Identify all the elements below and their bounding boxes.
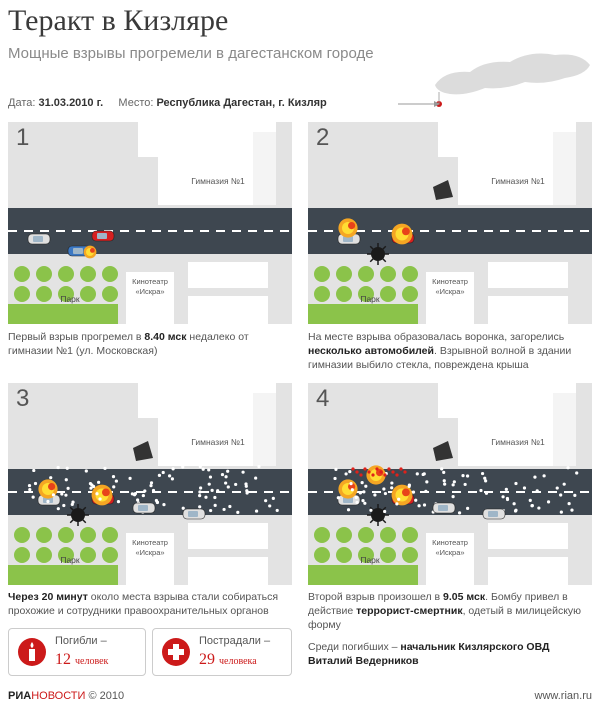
cinema-name: «Искра» xyxy=(435,548,465,557)
school-building xyxy=(438,122,576,205)
cinema-name: «Искра» xyxy=(135,548,165,557)
school-label: Гимназия №1 xyxy=(491,437,545,447)
scene-panel-3 xyxy=(8,383,292,585)
panel-number: 4 xyxy=(316,385,330,412)
explosion-icon xyxy=(84,246,97,259)
scene-panel-4 xyxy=(308,383,592,585)
killed-value: 12 человек xyxy=(55,651,109,668)
school-label: Гимназия №1 xyxy=(491,176,545,186)
school-building xyxy=(138,122,276,205)
explosion-icon xyxy=(338,218,357,237)
footer-site-link[interactable]: www.rian.ru xyxy=(534,690,592,702)
school-label: Гимназия №1 xyxy=(191,437,245,447)
panel-number: 1 xyxy=(16,124,30,151)
place-label: Место: xyxy=(118,97,154,109)
pointer-arrow-icon xyxy=(398,98,440,114)
car-icon xyxy=(92,231,114,241)
caption-3: Через 20 минут около места взрыва стали собираться прохожие и сотрудники правоохранительных органов xyxy=(8,591,279,617)
explosion-icon xyxy=(92,485,113,506)
killed-stat xyxy=(8,628,146,676)
candle-icon xyxy=(17,637,47,667)
injured-stat xyxy=(152,628,292,676)
caption-5: Среди погибших – начальник Кизлярского ОВД Виталий Ведерников xyxy=(308,641,550,667)
explosion-icon xyxy=(392,224,413,245)
injured-label: Пострадали – xyxy=(199,635,271,647)
panel-number: 2 xyxy=(316,124,330,151)
cinema-label: Кинотеатр xyxy=(132,277,168,286)
caption-1: Первый взрыв прогремел в 8.40 мск недалеко от гимназии №1 (ул. Московская) xyxy=(8,331,249,357)
cinema-label: Кинотеатр xyxy=(132,538,168,547)
meta-line xyxy=(8,97,327,109)
explosion-icon xyxy=(338,479,357,498)
car-icon xyxy=(28,234,50,244)
school-building xyxy=(438,383,576,466)
car-icon xyxy=(433,503,455,513)
killed-label: Погибли – xyxy=(55,635,107,647)
injured-value: 29 человека xyxy=(199,651,257,668)
caption-2: На месте взрыва образовалась воронка, загорелись несколько автомобилей. Взрывной волной в здании гимназии выбило стекла, повреждена крыша xyxy=(308,331,572,371)
russia-map-icon xyxy=(415,30,595,110)
red-cross-icon xyxy=(161,637,191,667)
scene-panel-1 xyxy=(8,122,292,324)
crater-icon xyxy=(367,243,389,265)
park-label: Парк xyxy=(360,294,380,304)
car-icon xyxy=(183,509,205,519)
cinema-label: Кинотеатр xyxy=(432,277,468,286)
cinema-name: «Искра» xyxy=(435,287,465,296)
school-building xyxy=(138,383,276,466)
park-label: Парк xyxy=(360,555,380,565)
caption-4: Второй взрыв произошел в 9.05 мск. Бомбу привел в действие террорист-смертник, одетый в милицейскую форму xyxy=(308,591,582,631)
park-label: Парк xyxy=(60,294,80,304)
page-subtitle: Мощные взрывы прогремели в дагестанском городе xyxy=(8,45,374,62)
place-value: Республика Дагестан, г. Кизляр xyxy=(156,97,327,109)
cinema-name: «Искра» xyxy=(135,287,165,296)
date-value: 31.03.2010 г. xyxy=(38,97,104,109)
footer-brand: РИАНОВОСТИ © 2010 xyxy=(8,690,125,702)
car-icon xyxy=(133,503,155,513)
date-label: Дата: xyxy=(8,97,36,109)
crater-icon xyxy=(67,504,89,526)
car-icon xyxy=(483,509,505,519)
park-label: Парк xyxy=(60,555,80,565)
crater-icon xyxy=(367,504,389,526)
page-title: Теракт в Кизляре xyxy=(8,4,229,37)
scene-panel-2 xyxy=(308,122,592,324)
school-label: Гимназия №1 xyxy=(191,176,245,186)
cinema-label: Кинотеатр xyxy=(432,538,468,547)
panel-number: 3 xyxy=(16,385,30,412)
